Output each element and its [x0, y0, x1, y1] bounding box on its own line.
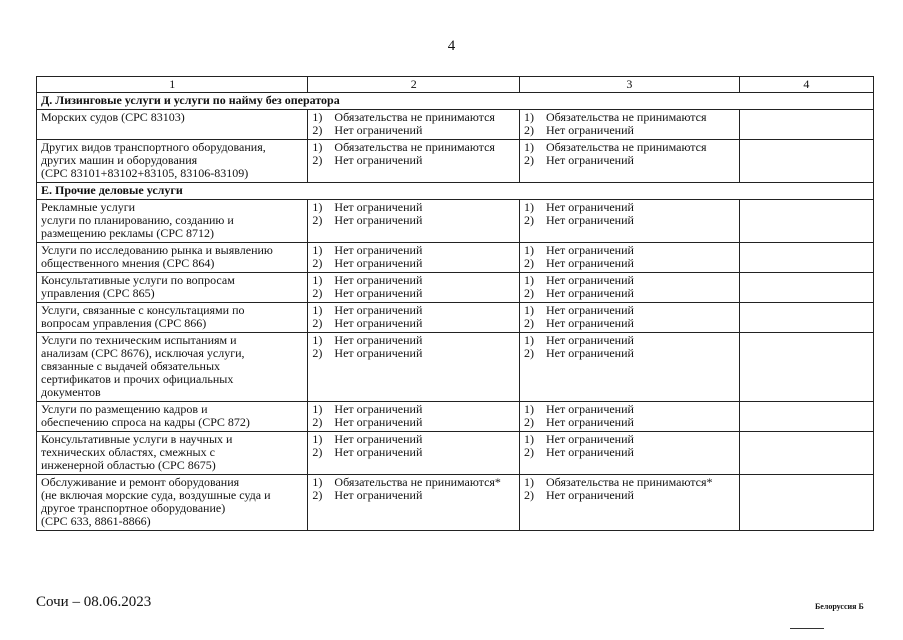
market-access-cell	[308, 140, 520, 183]
mode-number: 2)	[523, 488, 534, 502]
service-line: общественного мнения (CPC 864)	[41, 256, 215, 270]
commitment-text: Нет ограничений	[545, 286, 634, 300]
table-row	[37, 303, 874, 333]
mode-number: 2)	[523, 153, 534, 167]
mode-number: 1)	[312, 273, 323, 287]
section-row	[37, 183, 874, 200]
section-title: Д. Лизинговые услуги и услуги по найму без оператора	[37, 93, 874, 110]
mode-number: 1)	[312, 475, 323, 489]
national-treatment-cell	[519, 432, 739, 475]
table-body	[37, 93, 874, 531]
service-line: Обслуживание и ремонт оборудования	[41, 475, 240, 489]
commitment-line	[524, 257, 735, 270]
commitment-text: Нет ограничений	[545, 316, 634, 330]
market-access-cell	[308, 432, 520, 475]
mode-number: 2)	[312, 123, 323, 137]
service-cell	[37, 110, 308, 140]
commitment-text: Нет ограничений	[334, 303, 423, 317]
service-line: Услуги по техническим испытаниям и	[41, 333, 237, 347]
service-line: (CPC 83101+83102+83105, 83106-83109)	[41, 166, 249, 180]
mode-number: 2)	[523, 286, 534, 300]
national-treatment-cell	[519, 402, 739, 432]
service-line: Консультативные услуги в научных и	[41, 432, 233, 446]
additional-commitments-cell	[739, 402, 873, 432]
header-col-1: 1	[37, 77, 308, 93]
national-treatment-cell	[519, 200, 739, 243]
mode-number: 1)	[312, 303, 323, 317]
commitment-text: Нет ограничений	[334, 333, 423, 347]
commitment-text: Нет ограничений	[334, 273, 423, 287]
commitment-text: Нет ограничений	[545, 415, 634, 429]
mode-number: 2)	[312, 488, 323, 502]
service-line: Услуги по размещению кадров и	[41, 402, 208, 416]
commitment-text: Нет ограничений	[545, 333, 634, 347]
mode-number: 1)	[523, 110, 534, 124]
commitment-text: Нет ограничений	[545, 402, 634, 416]
section-title: Е. Прочие деловые услуги	[37, 183, 874, 200]
mode-number: 2)	[523, 123, 534, 137]
footer-rule	[790, 628, 824, 629]
commitment-text: Нет ограничений	[334, 213, 423, 227]
service-line: (не включая морские суда, воздушные суда и	[41, 488, 271, 502]
mode-number: 2)	[523, 346, 534, 360]
table-row	[37, 200, 874, 243]
mode-number: 2)	[523, 256, 534, 270]
mode-number: 1)	[523, 475, 534, 489]
table-row	[37, 110, 874, 140]
additional-commitments-cell	[739, 475, 873, 531]
mode-number: 1)	[312, 333, 323, 347]
mode-number: 1)	[312, 110, 323, 124]
table-row	[37, 140, 874, 183]
commitment-line	[312, 214, 515, 227]
national-treatment-cell	[519, 273, 739, 303]
commitment-line	[312, 287, 515, 300]
mode-number: 1)	[312, 432, 323, 446]
service-line: инженерной областью (CPC 8675)	[41, 458, 216, 472]
commitment-text: Нет ограничений	[334, 243, 423, 257]
service-line: Услуги, связанные с консультациями по	[41, 303, 245, 317]
commitment-text: Нет ограничений	[334, 316, 423, 330]
service-cell	[37, 432, 308, 475]
commitment-text: Обязательства не принимаются*	[334, 475, 501, 489]
header-col-2: 2	[308, 77, 520, 93]
service-line: Консультативные услуги по вопросам	[41, 273, 235, 287]
additional-commitments-cell	[739, 243, 873, 273]
commitment-text: Нет ограничений	[545, 123, 634, 137]
footer-place-date: Сочи – 08.06.2023	[36, 594, 152, 610]
service-line: обеспечению спроса на кадры (CPC 872)	[41, 415, 250, 429]
additional-commitments-cell	[739, 273, 873, 303]
service-line: Рекламные услуги	[41, 200, 136, 214]
mode-number: 1)	[312, 140, 323, 154]
service-line: (CPC 633, 8861-8866)	[41, 514, 151, 528]
service-cell	[37, 402, 308, 432]
service-line: анализам (CPC 8676), исключая услуги,	[41, 346, 245, 360]
commitment-line	[524, 214, 735, 227]
service-line: технических областях, смежных с	[41, 445, 215, 459]
commitment-line	[312, 154, 515, 167]
mode-number: 2)	[312, 256, 323, 270]
mode-number: 2)	[523, 445, 534, 459]
service-line: другое транспортное оборудование)	[41, 501, 226, 515]
commitment-text: Обязательства не принимаются	[545, 140, 707, 154]
commitment-text: Нет ограничений	[545, 445, 634, 459]
table-row	[37, 432, 874, 475]
table-header-row	[37, 77, 874, 93]
mode-number: 1)	[523, 303, 534, 317]
commitment-line	[524, 446, 735, 459]
table-row	[37, 333, 874, 402]
commitment-text: Обязательства не принимаются	[334, 140, 495, 154]
commitment-text: Нет ограничений	[545, 153, 634, 167]
additional-commitments-cell	[739, 432, 873, 475]
commitment-text: Нет ограничений	[334, 153, 423, 167]
service-cell	[37, 475, 308, 531]
table-row	[37, 402, 874, 432]
section-row	[37, 93, 874, 110]
additional-commitments-cell	[739, 140, 873, 183]
commitment-text: Обязательства не принимаются	[545, 110, 707, 124]
page-number: 4	[447, 38, 456, 54]
commitment-text: Нет ограничений	[545, 273, 634, 287]
service-cell	[37, 303, 308, 333]
mode-number: 2)	[523, 316, 534, 330]
commitment-line	[524, 287, 735, 300]
service-cell	[37, 243, 308, 273]
additional-commitments-cell	[739, 110, 873, 140]
service-line: Других видов транспортного оборудования,	[41, 140, 266, 154]
service-line: управления (CPC 865)	[41, 286, 155, 300]
commitment-line	[524, 124, 735, 137]
market-access-cell	[308, 243, 520, 273]
market-access-cell	[308, 333, 520, 402]
additional-commitments-cell	[739, 333, 873, 402]
market-access-cell	[308, 402, 520, 432]
additional-commitments-cell	[739, 200, 873, 243]
service-line: связанные с выдачей обязательных	[41, 359, 221, 373]
commitment-text: Обязательства не принимаются*	[545, 475, 713, 489]
service-cell	[37, 333, 308, 402]
mode-number: 1)	[523, 402, 534, 416]
commitment-line	[524, 489, 735, 502]
mode-number: 1)	[523, 200, 534, 214]
mode-number: 1)	[523, 273, 534, 287]
commitment-line	[312, 416, 515, 429]
market-access-cell	[308, 110, 520, 140]
commitment-text: Нет ограничений	[334, 415, 423, 429]
commitment-text: Нет ограничений	[334, 256, 423, 270]
commitment-text: Нет ограничений	[334, 432, 423, 446]
commitment-text: Обязательства не принимаются	[334, 110, 495, 124]
mode-number: 2)	[312, 445, 323, 459]
service-line: Услуги по исследованию рынка и выявлению	[41, 243, 273, 257]
market-access-cell	[308, 303, 520, 333]
footer-country: Белоруссия Б	[815, 602, 864, 611]
service-line: документов	[41, 385, 101, 399]
service-line: вопросам управления (CPC 866)	[41, 316, 207, 330]
commitment-line	[312, 446, 515, 459]
commitment-text: Нет ограничений	[545, 213, 634, 227]
service-line: размещению рекламы (CPC 8712)	[41, 226, 214, 240]
national-treatment-cell	[519, 243, 739, 273]
commitment-text: Нет ограничений	[334, 346, 423, 360]
commitment-text: Нет ограничений	[545, 488, 634, 502]
national-treatment-cell	[519, 333, 739, 402]
commitment-text: Нет ограничений	[334, 200, 423, 214]
service-line: услуги по планированию, созданию и	[41, 213, 234, 227]
mode-number: 1)	[523, 243, 534, 257]
national-treatment-cell	[519, 475, 739, 531]
service-line: сертификатов и прочих официальных	[41, 372, 234, 386]
commitment-line	[312, 257, 515, 270]
mode-number: 1)	[312, 402, 323, 416]
mode-number: 2)	[312, 286, 323, 300]
commitment-line	[312, 317, 515, 330]
mode-number: 1)	[312, 200, 323, 214]
table-row	[37, 273, 874, 303]
header-col-3: 3	[519, 77, 739, 93]
commitment-text: Нет ограничений	[545, 346, 634, 360]
additional-commitments-cell	[739, 303, 873, 333]
service-cell	[37, 200, 308, 243]
mode-number: 1)	[523, 140, 534, 154]
commitment-line	[312, 124, 515, 137]
commitment-text: Нет ограничений	[334, 123, 423, 137]
market-access-cell	[308, 475, 520, 531]
commitment-line	[524, 154, 735, 167]
mode-number: 1)	[523, 333, 534, 347]
table-row	[37, 243, 874, 273]
commitment-text: Нет ограничений	[545, 243, 634, 257]
service-line: Морских судов (CPC 83103)	[41, 110, 185, 124]
table-row	[37, 475, 874, 531]
mode-number: 2)	[523, 213, 534, 227]
commitment-text: Нет ограничений	[334, 286, 423, 300]
commitment-text: Нет ограничений	[545, 200, 634, 214]
commitment-text: Нет ограничений	[545, 303, 634, 317]
commitment-text: Нет ограничений	[545, 256, 634, 270]
national-treatment-cell	[519, 140, 739, 183]
header-col-4: 4	[739, 77, 873, 93]
commitment-text: Нет ограничений	[334, 402, 423, 416]
commitment-text: Нет ограничений	[334, 445, 423, 459]
mode-number: 2)	[312, 213, 323, 227]
service-cell	[37, 140, 308, 183]
commitment-line	[312, 347, 515, 360]
service-cell	[37, 273, 308, 303]
national-treatment-cell	[519, 303, 739, 333]
commitment-line	[524, 317, 735, 330]
mode-number: 2)	[312, 153, 323, 167]
commitment-text: Нет ограничений	[545, 432, 634, 446]
commitment-text: Нет ограничений	[334, 488, 423, 502]
mode-number: 2)	[312, 316, 323, 330]
mode-number: 1)	[312, 243, 323, 257]
mode-number: 1)	[523, 432, 534, 446]
mode-number: 2)	[312, 415, 323, 429]
market-access-cell	[308, 273, 520, 303]
market-access-cell	[308, 200, 520, 243]
mode-number: 2)	[312, 346, 323, 360]
commitment-line	[312, 489, 515, 502]
commitments-table	[36, 76, 874, 531]
commitment-line	[524, 347, 735, 360]
commitment-line	[524, 416, 735, 429]
national-treatment-cell	[519, 110, 739, 140]
service-line: других машин и оборудования	[41, 153, 198, 167]
mode-number: 2)	[523, 415, 534, 429]
